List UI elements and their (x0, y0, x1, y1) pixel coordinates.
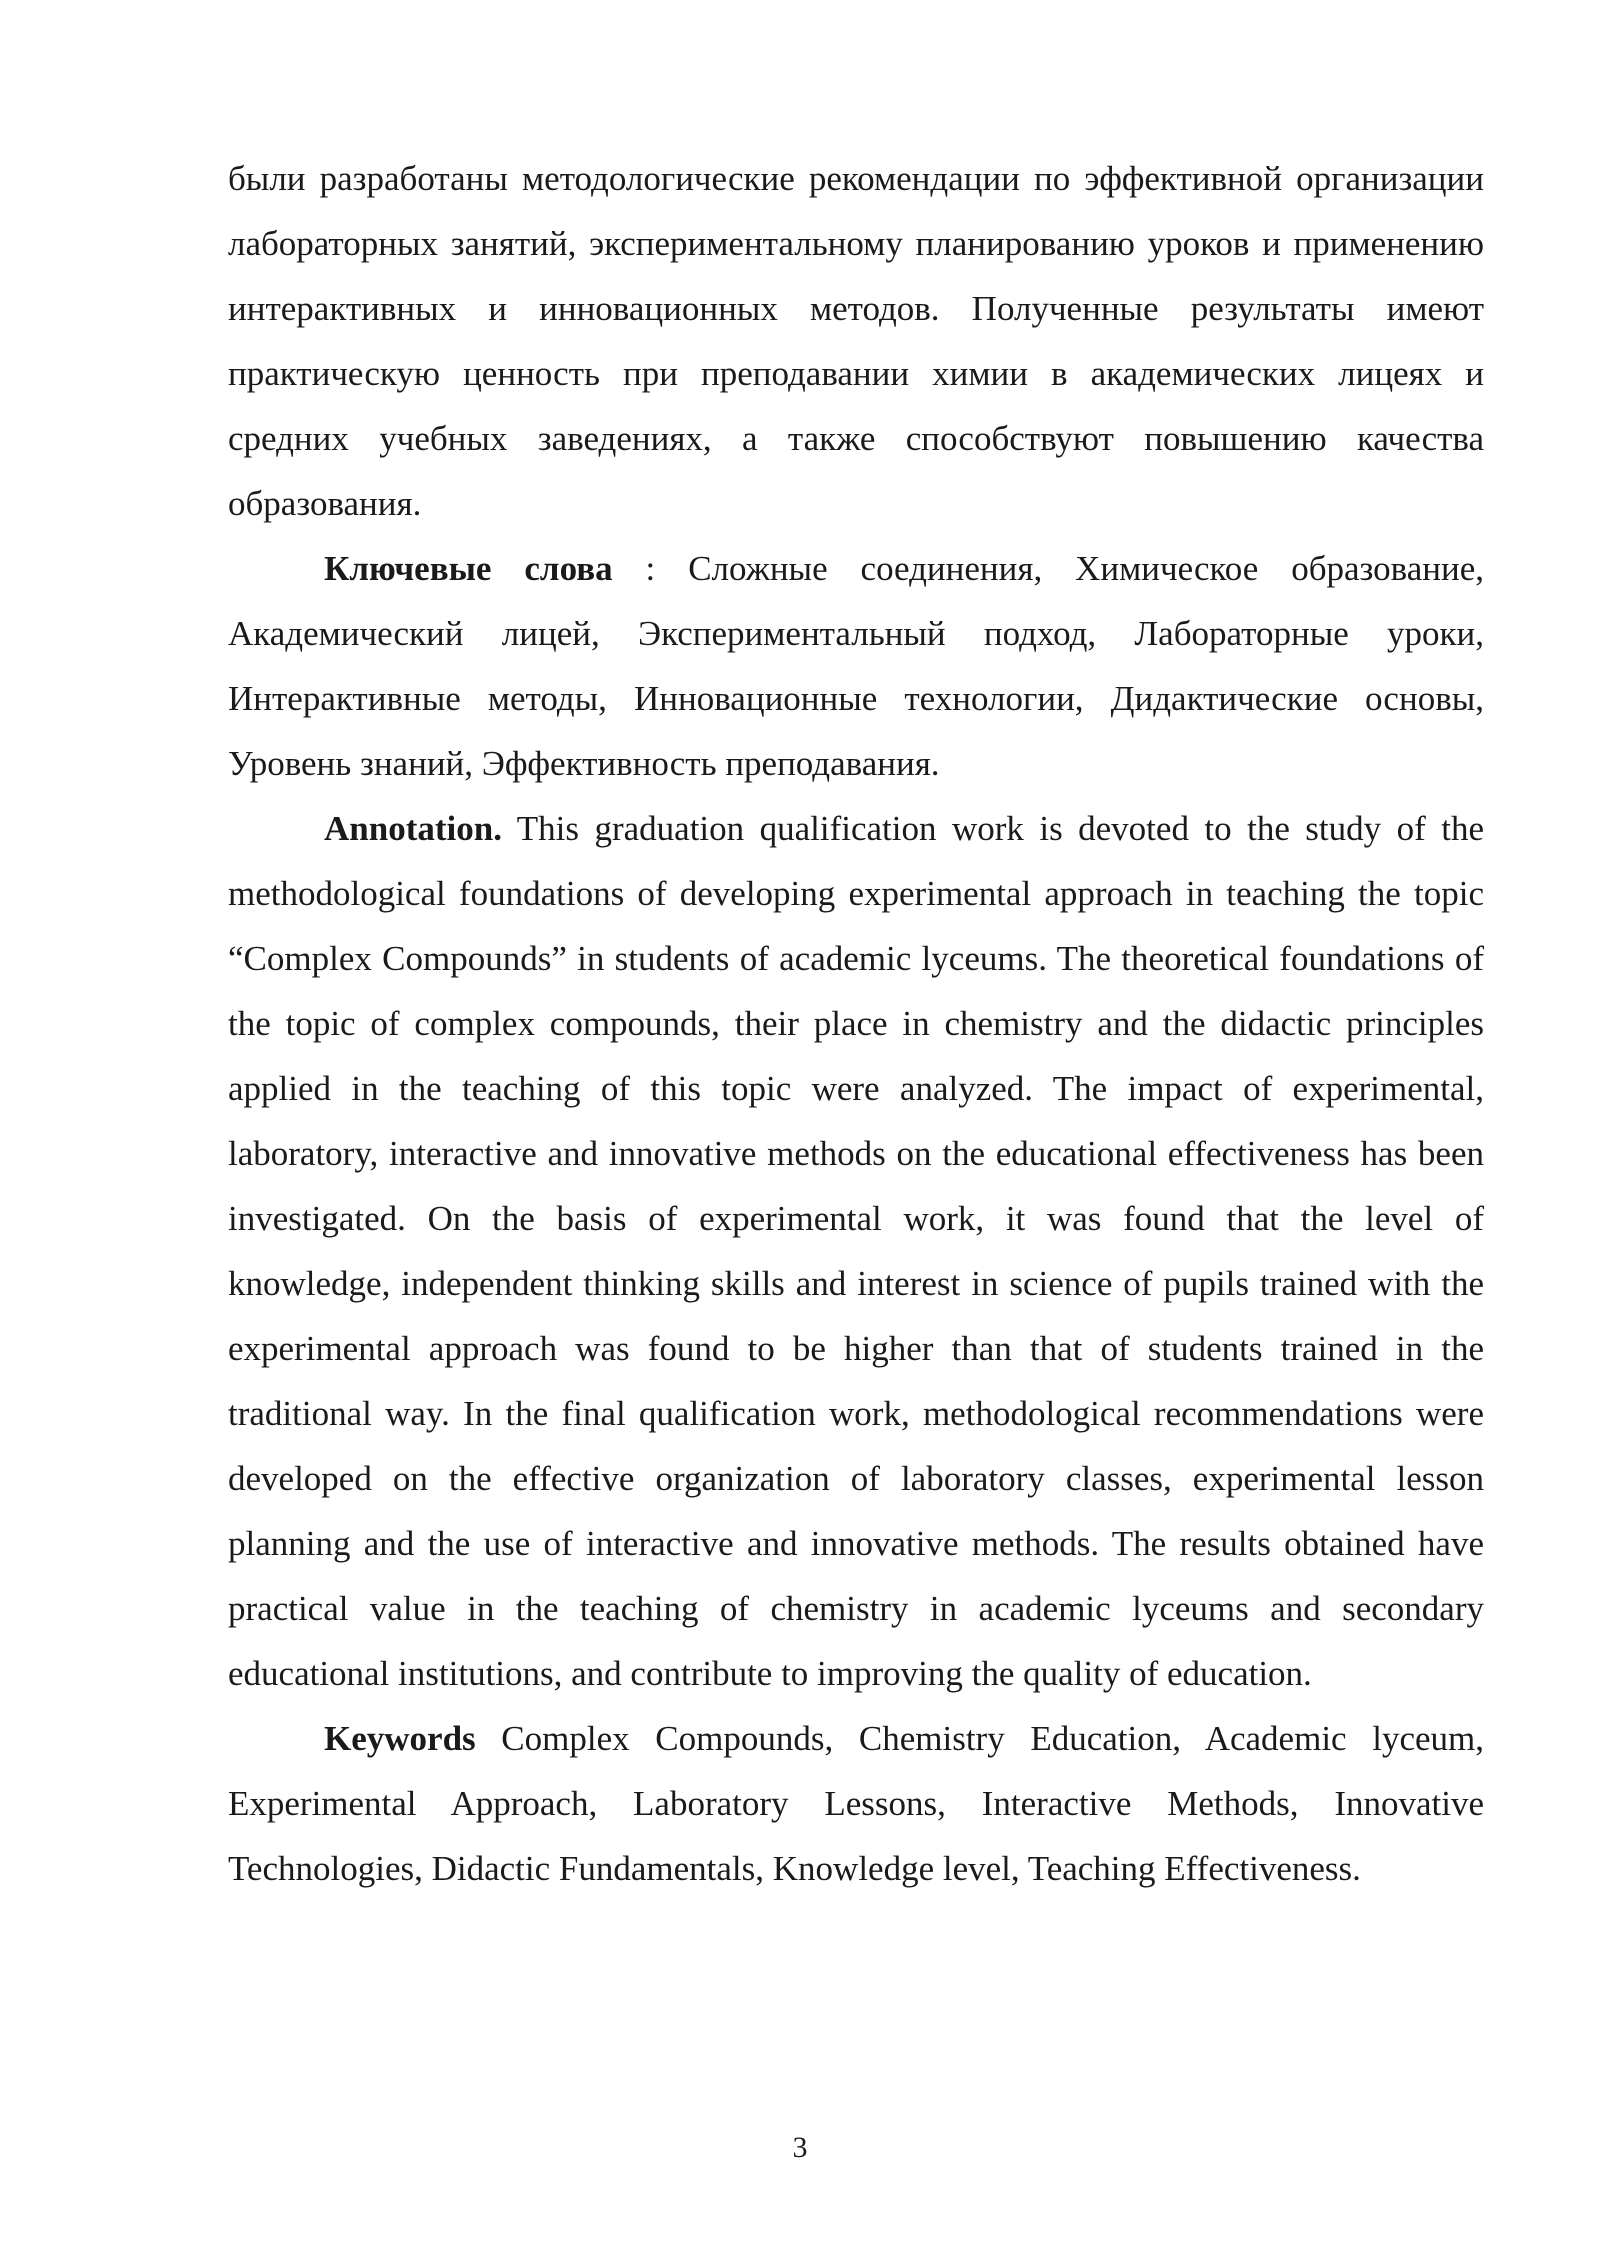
english-keywords-text: Complex Compounds, Chemistry Education, Academic lyceum, Experimental Approach, Laboratory Lessons, Interactive Methods, Innovative Technologies, Didactic Fundamentals, Knowledge level, Teaching Effectiveness. (228, 1719, 1484, 1888)
english-annotation-paragraph (228, 796, 1484, 1706)
english-keywords-paragraph (228, 1706, 1484, 1901)
russian-keywords-paragraph (228, 536, 1484, 796)
body-text (228, 146, 1484, 1901)
russian-keywords-text: : Сложные соединения, Химическое образование, Академический лицей, Экспериментальный подход, Лабораторные уроки, Интерактивные методы, Инновационные технологии, Дидактические основы, Уровень знаний, Эффективность преподавания. (228, 549, 1484, 783)
russian-keywords-label: Ключевые слова (324, 549, 613, 588)
english-annotation-text: This graduation qualification work is devoted to the study of the methodological foundations of developing experimental approach in teaching the topic “Complex Compounds” in students of academic lyceums. The theoretical foundations of the topic of complex compounds, their place in chemistry and the didactic principles applied in the teaching of this topic were analyzed. The impact of experimental, laboratory, interactive and innovative methods on the educational effectiveness has been investigated. On the basis of experimental work, it was found that the level of knowledge, independent thinking skills and interest in science of pupils trained with the experimental approach was found to be higher than that of students trained in the traditional way. In the final qualification work, methodological recommendations were developed on the effective organization of laboratory classes, experimental lesson planning and the use of interactive and innovative methods. The results obtained have practical value in the teaching of chemistry in academic lyceums and secondary educational institutions, and contribute to improving the quality of education. (228, 809, 1484, 1693)
english-keywords-label: Keywords (324, 1719, 476, 1758)
english-annotation-label: Annotation. (324, 809, 502, 848)
page-number: 3 (792, 2131, 808, 2164)
russian-annotation-text: были разработаны методологические рекомендации по эффективной организации лабораторных занятий, экспериментальному планированию уроков и применению интерактивных и инновационных методов. Полученные результаты имеют практическую ценность при преподавании химии в академических лицеях и средних учебных заведениях, а также способствуют повышению качества образования. (228, 159, 1484, 523)
russian-annotation-continuation (228, 146, 1484, 536)
